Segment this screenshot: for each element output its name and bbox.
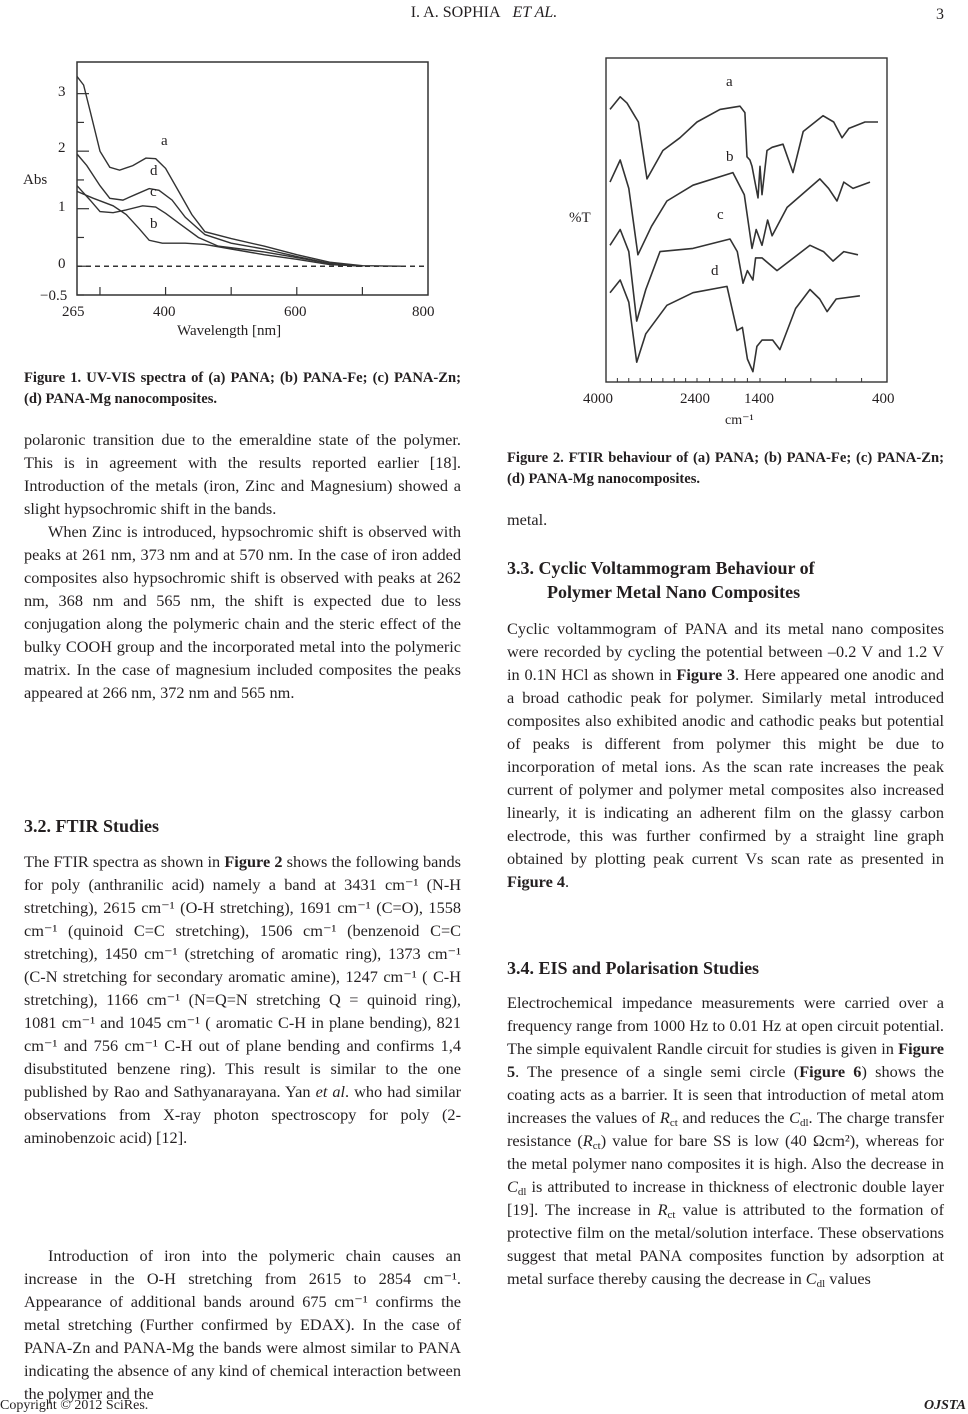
curve-label-a: a — [726, 74, 733, 90]
text-run: values — [825, 1269, 871, 1288]
figure-2-caption: Figure 2. FTIR behaviour of (a) PANA; (b) PANA-Fe; (c) PANA-Zn; (d) PANA-Mg nanocomposites. — [507, 450, 944, 487]
text-run: dl — [816, 1278, 826, 1290]
x-tick-label: 600 — [284, 304, 307, 320]
footer-journal: OJSTA — [923, 1398, 966, 1413]
y-tick-label: 2 — [58, 140, 66, 156]
paragraph — [24, 850, 461, 1149]
text-run: Cyclic voltammogram of PANA and its metal nano composites were recorded by cycling the potential between –0.2 V and 1.2 V in 0.1N HCl as shown in — [507, 619, 944, 684]
paragraph — [24, 1244, 461, 1405]
text-run: et al — [315, 1082, 346, 1101]
curve-label-b: b — [150, 216, 158, 232]
x-axis-label: cm⁻¹ — [725, 413, 754, 428]
figure-reference: Figure 2 — [224, 852, 283, 871]
x-tick-label: 4000 — [583, 391, 613, 407]
x-tick-label: 400 — [872, 391, 895, 407]
text-run: The FTIR spectra as shown in — [24, 852, 225, 871]
text-run: When Zinc is introduced, hypsochromic shift is observed with peaks at 261 nm, 373 nm and at 570 nm. In the case of iron added composites also hypsochromic shift is observed with peaks at 262 nm, 368 nm and 565 nm, the shift is expected due to less conjugation along the polymeric chain and the steric effect of the bulky COOH group and the incorporated metal into the polymeric matrix. In the case of magnesium included composites the peaks appeared at 266 nm, 372 nm and 565 nm. — [24, 522, 461, 702]
curve-label-c: c — [150, 184, 157, 200]
x-tick-label: 265 — [62, 304, 85, 320]
x-tick-label: 400 — [153, 304, 176, 320]
curve-label-d: d — [711, 263, 719, 279]
x-tick-label: 1400 — [744, 391, 774, 407]
text-run: value is attributed to the formation of protective film on the metal/solution interface. These observations suggest that metal PANA composites function by adsorption at metal surface thereby causing the decrease in — [507, 1200, 944, 1288]
text-run: Electrochemical impedance measurements were carried over a frequency range from 1000 Hz to 0.01 Hz at open circuit potential. The simple equivalent Randle circuit for studies is given in — [507, 993, 944, 1058]
text-run: shows the following bands for poly (anthranilic acid) namely a band at 3431 cm⁻¹ (N-H stretching), 2615 cm⁻¹ (O-H stretching), 1691 cm⁻¹ (C=O), 1558 cm⁻¹ (quinoid C=C stretching), 1506 cm⁻¹ (benzenoid C=C stretching), 1450 cm⁻¹ (stretching of aromatic ring), 1373 cm⁻¹ (C-N stretching for secondary aromatic amine), 1247 cm⁻¹ ( C-H stretching), 1166 cm⁻¹ (N=Q=N stretching Q = quinoid ring), 1081 cm⁻¹ and 1045 cm⁻¹ ( aromatic C-H in plane bending), 821 cm⁻¹ and 756 cm⁻¹ C-H out of plane bending and confirms 1,4 disubstituted benzene ring). This result is similar to the one published by Rao and Sathyanarayana. Yan — [24, 852, 461, 1101]
text-run: . The charge transfer resistance ( — [507, 1108, 945, 1150]
text-run: metal. — [507, 510, 548, 529]
curve-label-b: b — [726, 149, 734, 165]
x-tick-label: 800 — [412, 304, 435, 320]
y-tick-label: 3 — [58, 84, 66, 100]
paragraph — [507, 991, 944, 1290]
y-tick-label: 0 — [58, 256, 66, 272]
text-run: dl — [799, 1117, 809, 1129]
header-authors: I. A. SOPHIA — [410, 4, 501, 21]
text-run: R — [659, 1108, 670, 1127]
text-run: . The presence of a single semi circle ( — [515, 1062, 800, 1081]
text-run: . — [565, 872, 570, 891]
curve-label-c: c — [717, 207, 724, 223]
section-heading-3-3 — [507, 556, 944, 604]
heading-line: Polymer Metal Nano Composites — [547, 582, 801, 602]
text-run: ct — [669, 1117, 678, 1129]
text-run: C — [805, 1269, 817, 1288]
figure-reference: Figure 4 — [507, 872, 566, 891]
figure-reference: Figure 5 — [507, 1039, 944, 1081]
text-run: R — [582, 1131, 593, 1150]
header-etal: ET AL. — [512, 4, 558, 21]
page-number: 3 — [936, 6, 944, 23]
footer-copyright: Copyright © 2012 SciRes. — [0, 1398, 149, 1413]
paragraph — [507, 617, 944, 893]
paragraph — [24, 520, 461, 704]
text-run: R — [657, 1200, 668, 1219]
section-heading-3-2: 3.2. FTIR Studies — [24, 816, 160, 836]
ftir-line-d — [610, 280, 860, 372]
y-axis-label: %T — [569, 210, 591, 226]
text-run: is attributed to increase in thickness of electronic double layer [19]. The increase in — [507, 1177, 944, 1219]
text-run: C — [507, 1177, 518, 1196]
figure-reference: Figure 6 — [799, 1062, 862, 1081]
text-run: polaronic transition due to the emeraldine state of the polymer. This is in agreement with the results reported earlier [18]. Introduction of the metals (iron, Zinc and Magnesium) showed a slight hypsochromic shift in the bands. — [24, 430, 461, 518]
text-run: ) value for bare SS is low (40 Ωcm²), whereas for the metal polymer nano composites it is high. Also the decrease in — [507, 1131, 944, 1173]
curve-label-a: a — [161, 133, 168, 149]
text-run: dl — [517, 1186, 527, 1198]
text-run: C — [789, 1108, 800, 1127]
paragraph — [24, 428, 461, 520]
figure-1-caption: Figure 1. UV-VIS spectra of (a) PANA; (b) PANA-Fe; (c) PANA-Zn; (d) PANA-Mg nanocomposites. — [24, 370, 461, 407]
ftir-line-a — [610, 97, 878, 198]
text-run: . Here appeared one anodic and a broad cathodic peak for polymer. Similarly metal introduced composites also exhibited anodic and cathodic peaks but potential of peaks is different from polymer this might be due to incorporation of metal ions. As the scan rate increases the peak current of polymer and polymer metal composites also increased linearly, it is indicating an adherent film on the glassy carbon electrode, this was further confirmed by a straight line graph obtained by plotting peak current Vs scan rate as presented in — [507, 665, 944, 868]
figure-reference: Figure 3 — [676, 665, 736, 684]
text-run: Introduction of iron into the polymeric chain causes an increase in the O-H stretching from 2615 to 2854 cm⁻¹. Appearance of additional bands around 675 cm⁻¹ confirms the metal stretching (Further confirmed by EDAX). In the case of PANA-Zn and PANA-Mg the bands were almost similar to PANA indicating the absence of any kind of chemical interaction between the polymer and the — [24, 1246, 461, 1403]
ftir-line-c — [610, 230, 858, 322]
text-run: ) shows the coating acts as a barrier. It is seen that introduction of metal atom increases the values of — [507, 1062, 944, 1127]
section-heading-3-4: 3.4. EIS and Polarisation Studies — [507, 958, 760, 978]
text-run: . who had similar observations from X-ray photon spectroscopy for poly (2-aminobenzoic acid) [12]. — [24, 1082, 461, 1147]
curve-label-d: d — [150, 163, 158, 179]
y-axis-label: Abs — [23, 172, 48, 188]
heading-line: 3.3. Cyclic Voltammogram Behaviour of — [507, 558, 815, 578]
plot-frame — [606, 58, 887, 382]
x-tick-label: 2400 — [680, 391, 710, 407]
text-run: ct — [667, 1209, 676, 1221]
y-tick-label: 1 — [58, 199, 66, 215]
paragraph — [507, 508, 944, 531]
text-run: and reduces the — [677, 1108, 790, 1127]
text-run: ct — [592, 1140, 601, 1152]
x-axis-label: Wavelength [nm] — [177, 323, 282, 339]
y-tick-label: −0.5 — [40, 288, 68, 304]
